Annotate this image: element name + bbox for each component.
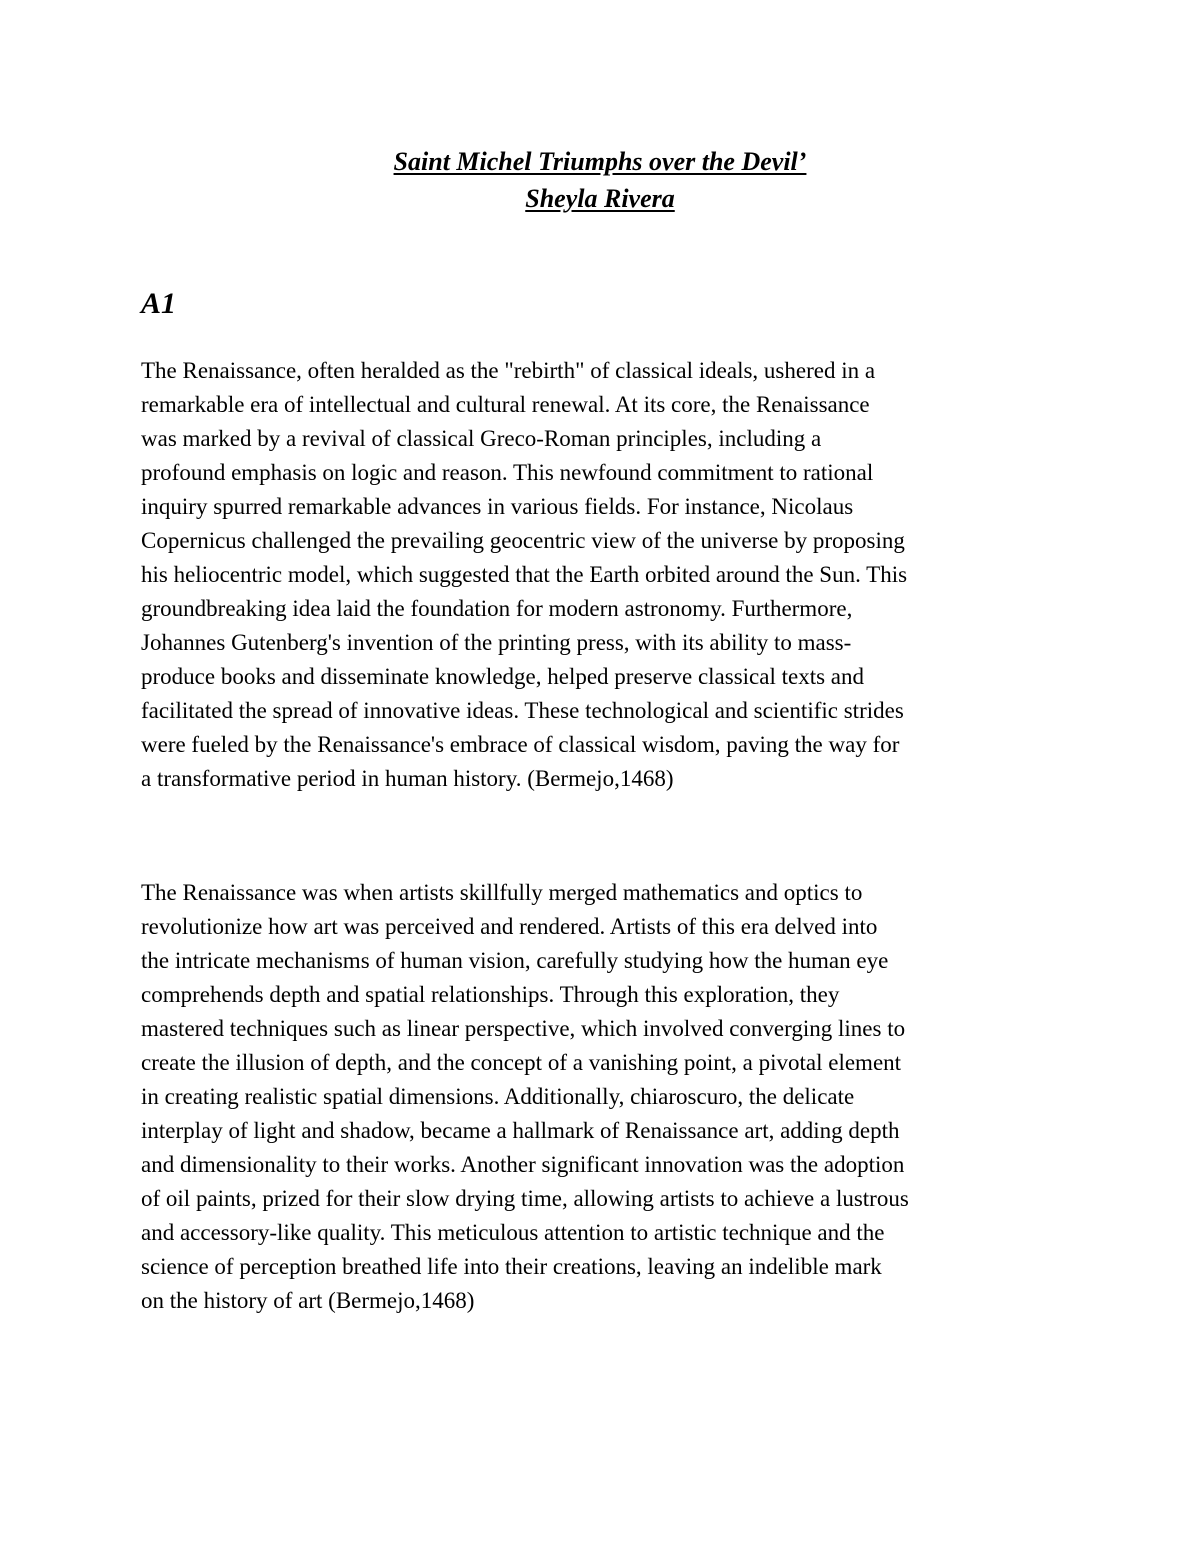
body-paragraph-1: The Renaissance, often heralded as the "rebirth" of classical ideals, ushered in a remarkable era of intellectual and cultural renewal. At its core, the Renaissance was marked by a revival of classical Greco-Roman principles, including a profound emphasis on logic and reason. This newfound commitment to rational inquiry spurred remarkable advances in various fields. For instance, Nicolaus Copernicus challenged the prevailing geocentric view of the universe by proposing his heliocentric model, which suggested that the Earth orbited around the Sun. This groundbreaking idea laid the foundation for modern astronomy. Furthermore, Johannes Gutenberg's invention of the printing press, with its ability to mass- produce books and disseminate knowledge, helped preserve classical texts and facilitated the spread of innovative ideas. These technological and scientific strides were fueled by the Renaissance's embrace of classical wisdom, paving the way for a transformative period in human history. (Bermejo,1468) — [141, 358, 908, 791]
title-block — [0, 143, 1200, 217]
body-paragraph-2: The Renaissance was when artists skillfully merged mathematics and optics to revolutionize how art was perceived and rendered. Artists of this era delved into the intricate mechanisms of human vision, carefully studying how the human eye comprehends depth and spatial relationships. Through this exploration, they mastered techniques such as linear perspective, which involved converging lines to create the illusion of depth, and the concept of a vanishing point, a pivotal element in creating realistic spatial dimensions. Additionally, chiaroscuro, the delicate interplay of light and shadow, became a hallmark of Renaissance art, adding depth and dimensionality to their works. Another significant innovation was the adoption of oil paints, prized for their slow drying time, allowing artists to achieve a lustrous and accessory-like quality. This meticulous attention to artistic technique and the science of perception breathed life into their creations, leaving an indelible mark on the history of art (Bermejo,1468) — [141, 880, 909, 1313]
document-author: Sheyla Rivera — [525, 184, 675, 213]
section-heading: A1 — [141, 287, 177, 320]
document-title: Saint Michel Triumphs over the Devil’ — [393, 147, 807, 176]
